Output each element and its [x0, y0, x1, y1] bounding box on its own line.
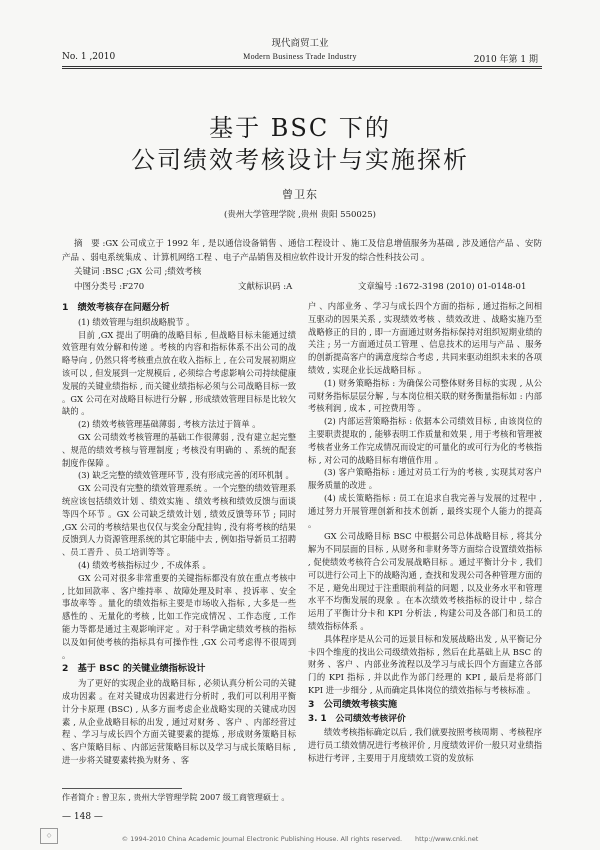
paragraph: 目前 ,GX 提出了明确的战略目标 , 但战略目标未能通过绩效管理有效分解和传递 。考核的内容和指标体系不出公司的战略导向 , 仍然只将考核重点放在收入指标上 , 在公司发展初期应该可以 , 但发展到一定规模后 , 必须综合考虑影响公司持续健康发展的关键业绩指标 , 而关键业绩指标必须与公司战略目标一致 。GX 公司在对战略目标进行分解 , 形成绩效管理目标是比较欠缺的 。	[62, 329, 296, 417]
paragraph: 为了更好的实现企业的战略目标 , 必须认真分析公司的关键成功因素 。在对关键成功因素进行分析时 , 我们可以利用平衡计分卡原理 (BSC) , 从多方面考虑企业战略实现的关键成功因素 , 从企业战略目标的出发 , 通过对财务 、客户 、内部经营过程 、学习与成长四个方面关键要素的提炼 , 形成财务策略目标 、客户策略目标 、内部运营策略目标以及学习与成长策略目标 , 进一步将关键要素转换为财务 、客	[62, 678, 296, 765]
left-column	[62, 300, 296, 767]
page-number: — 148 —	[62, 812, 103, 822]
clc-number: 中图分类号 :F270	[74, 282, 145, 292]
paragraph: (2) 内部运营策略指标 : 依据本公司绩效目标 , 由该岗位的主要职责提取的 , 能够表明工作质量和效果 , 用于考核和管理被考核者业务工作完成情况而设定的可量化的或可行为化的考核指标 , 对公司的战略目标有增值作用 。	[308, 416, 542, 465]
journal-name: 现代商贸工业	[271, 38, 329, 49]
paragraph: (1) 绩效管理与组织战略脱节 。	[78, 316, 195, 327]
author: 曾卫东	[282, 188, 318, 201]
publisher-logo-icon: ◇	[40, 828, 58, 844]
document-code: 文献标识码 :A	[238, 282, 293, 292]
subsection-heading: 3. 1 公司绩效考核评价	[308, 713, 406, 724]
journal-name-english: Modern Business Trade Industry	[243, 52, 357, 61]
paragraph: (2) 绩效考核管理基础薄弱 , 考核方法过于简单 。	[78, 419, 261, 430]
right-column	[308, 300, 542, 765]
keywords: 关键词 :BSC ;GX 公司 ;绩效考核	[74, 267, 202, 277]
paragraph: 绩效考核指标确定以后 , 我们就要按照考核周期 、考核程序进行员工绩效情况进行考核评价 , 月度绩效评价一般只对业绩指标进行考评 , 主要用于月度绩效工资的发放标	[308, 727, 542, 763]
paragraph: (3) 客户策略指标 : 通过对员工行为的考核 , 实现其对客户服务质量的改进 。	[308, 467, 542, 491]
paragraph: GX 公司绩效考核管理的基础工作很薄弱 , 没有建立起完整 、规范的绩效考核与管理制度 ; 考核没有明确的 、系统的配套制度作保障 。	[62, 431, 296, 468]
paragraph: GX 公司对很多非常重要的关键指标都没有放在重点考核中 , 比如回款率 、客户维持率 、故障处理及时率 、投诉率 、安全事故率等 。量化的绩效指标主要是市场收入指标 , 大多是一些感性的 、无量化的考核 , 比如工作完成情况 、工作态度 , 工作能力等都是通过主观影响评定 。对于科学确定绩效考核的指标以及如何使考核的指标具有可操作性 ,GX 公司考虑得不很周到 。	[62, 572, 296, 660]
title-line-1: 基于 BSC 下的	[209, 114, 391, 142]
header-rule-thin	[62, 68, 542, 69]
title-line-2: 公司绩效考核设计与实施探析	[131, 146, 469, 174]
author-footnote: 作者简介 : 曾卫东 , 贵州大学管理学院 2007 级工商管理硕士 。	[62, 793, 290, 802]
issue-left: No. 1 ,2010	[62, 52, 116, 62]
section-heading: 2 基于 BSC 的关键业绩指标设计	[62, 663, 206, 675]
paragraph: (4) 成长策略指标 : 员工在追求自我完善与发展的过程中 , 通过努力开展管理创新和技术创新 , 最终实现个人能力的提高 。	[308, 492, 542, 529]
section-heading: 1 绩效考核存在问题分析	[62, 302, 170, 313]
paragraph: GX 公司没有完整的绩效管理系统 。一个完整的绩效管理系统应该包括绩效计划 、绩效实施 、绩效考核和绩效反馈与面谈等四个环节 。GX 公司缺乏绩效计划 , 绩效反馈等环节 ; 同时 ,GX 公司的考核结果也仅仅与奖金分配挂钩 , 没有将考核的结果反馈到人力资源管理系统的其它职能中去 , 例如指导新员工招聘 、员工晋升 、员工培训等等 。	[62, 483, 296, 558]
footnote-rule	[62, 788, 182, 789]
header-rule	[62, 66, 542, 67]
affiliation: (贵州大学管理学院 ,贵州 贵阳 550025)	[224, 210, 376, 220]
article-number: 文章编号 :1672-3198 (2010) 01-0148-01	[358, 282, 527, 292]
paragraph: 具体程序是从公司的远景目标和发展战略出发 , 从平衡记分卡四个维度的找出公司级绩效指标 , 然后在此基础上从 BSC 的财务 、客户 、内部业务流程以及学习与成长四个方面建立各部门的 KPI 指标 , 并以此作为部门经理的 KPI , 最后是将部门 KPI 进一步细分 , 从而确定具体岗位的绩效指标与考核标准 。	[308, 633, 542, 695]
abstract: 摘 要 :GX 公司成立于 1992 年 , 是以通信设备销售 、通信工程设计 、施工及信息增值服务为基础 , 涉及通信产品 、安防产品 、弱电系统集成 、计算机网络工程 、电子产品销售及相应软件设计开发的综合性科技公司 。	[62, 239, 542, 263]
paragraph: (4) 绩效考核指标过少 , 不成体系 。	[78, 559, 211, 570]
paragraph: (3) 缺乏完整的绩效管理环节 , 没有形成完善的闭环机制 。	[78, 470, 294, 481]
paragraph: 户 、内部业务 、学习与成长四个方面的指标 , 通过指标之间相互驱动的因果关系 , 实现绩效考核 、绩效改进 、战略实施乃至战略修正的目的 , 即一方面通过财务指标保持对组织短期业绩的关注 ; 另一方面通过员工管理 、信息技术的运用与产品 、服务的创新提高客户的满意度综合考虑 , 共同来驱动组织未来的各项绩效 , 实现企业长远战略目标 。	[308, 301, 542, 375]
paragraph: (1) 财务策略指标 : 为确保公司整体财务目标的实现 , 从公司财务指标层层分解 , 与本岗位相关联的财务衡量指标如 : 内部考核利润 , 成本 , 可控费用等 。	[308, 377, 542, 414]
copyright-line: © 1994-2010 China Academic Journal Electronic Publishing House. All rights reserved. http://www.cnki.net	[121, 835, 479, 843]
issue-right: 2010 年第 1 期	[473, 55, 538, 65]
paragraph: GX 公司战略目标 BSC 中根据公司总体战略目标 , 将其分解为不同层面的目标 , 从财务和非财务等方面综合设置绩效指标 , 促使绩效考核符合公司发展战略目标 。通过平衡计分卡 , 我们可以进行公司上下的战略沟通 , 查找和发现公司各种管理方面的不足 , 避免出现过于注重眼前利益的问题 , 以及业务水平和管理水平不均衡发展的现象 。在本次绩效考核指标的设计中 , 综合运用了平衡计分卡和 KPI 分析法 , 构建公司及各部门和员工的绩效指标体系 。	[308, 531, 542, 631]
section-heading: 3 公司绩效考核实施	[308, 698, 398, 710]
